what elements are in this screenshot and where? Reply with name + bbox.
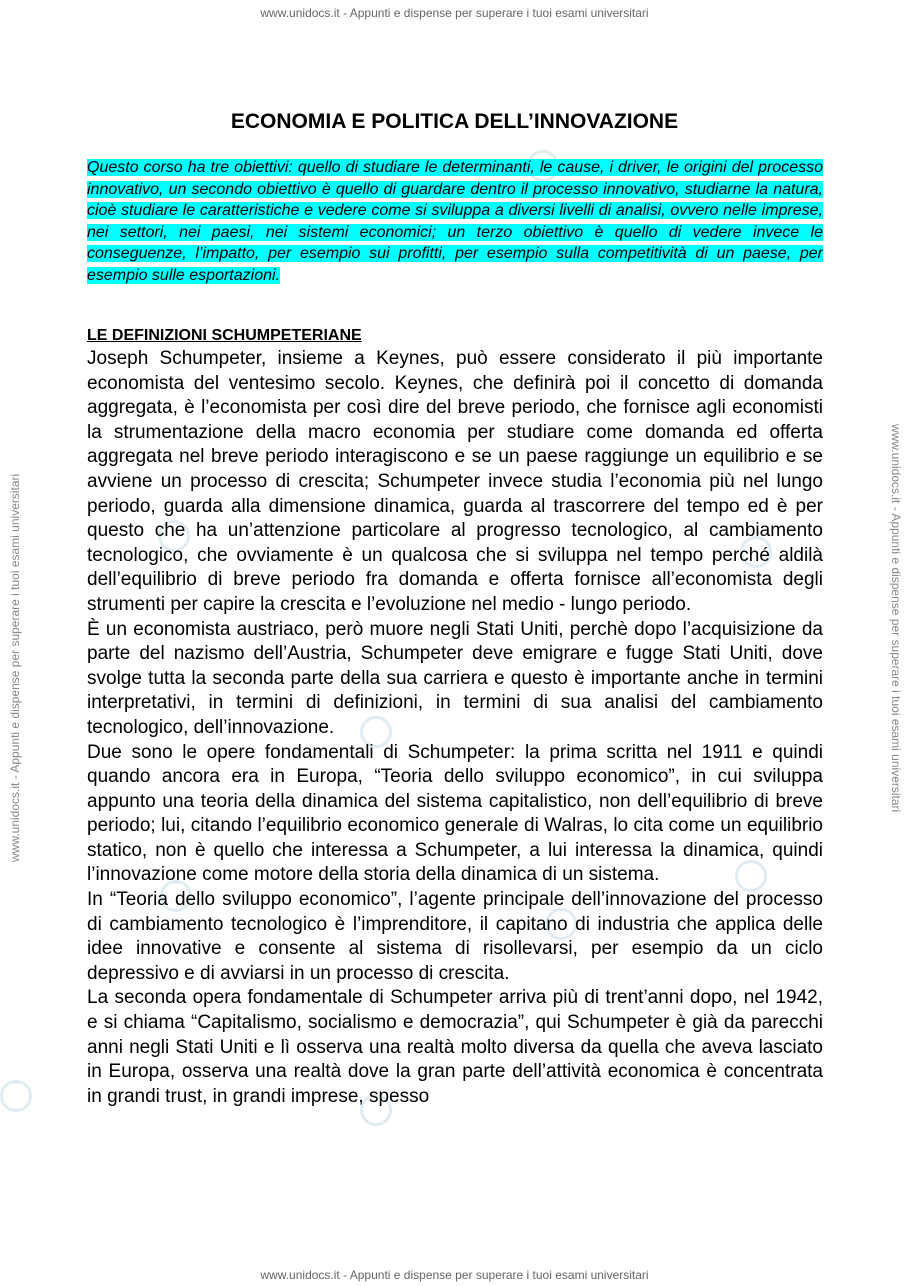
watermark-banner-bottom: www.unidocs.it - Appunti e dispense per superare i tuoi esami universitari [260,1268,649,1282]
body-text [87,347,823,1109]
body-paragraph: Joseph Schumpeter, insieme a Keynes, può essere considerato il più importante economista del ventesimo secolo. Keynes, che definirà poi il concetto di domanda aggregata, è l’economista per così dire del breve periodo, che fornisce agli economisti la strumentazione della macro economia per studiare come domanda ed offerta aggregata nel breve periodo interagiscono e se un paese raggiunge un equilibrio e se avviene un processo di crescita; Schumpeter invece studia l’economia più nel lungo periodo, guarda alla dimensione dinamica, guarda al trascorrere del tempo ed è per questo che ha un’attenzione particolare al progresso tecnologico, al cambiamento tecnologico, che ovviamente è un qualcosa che si sviluppa nel tempo perché aldilà dell’equilibrio di breve periodo fra domanda e offerta fornisce all’economista degli strumenti per capire la crescita e l’evoluzione nel medio - lungo periodo. [87,348,823,615]
watermark-side-right: www.unidocs.it - Appunti e dispense per superare i tuoi esami universitari [889,424,903,813]
watermark-logo-icon [0,1080,32,1112]
body-paragraph: La seconda opera fondamentale di Schumpeter arriva più di trent’anni dopo, nel 1942, e si chiama “Capitalismo, socialismo e democrazia”, qui Schumpeter è già da parecchi anni negli Stati Uniti e lì osserva una realtà molto diversa da quella che aveva lasciato in Europa, osserva una realtà dove la gran parte dell’attività economica è concentrata in grandi trust, in grandi imprese, spesso [87,987,823,1107]
intro-highlight: Questo corso ha tre obiettivi: quello di studiare le determinanti, le cause, i driver, le origini del processo innovativo, un secondo obiettivo è quello di guardare dentro il processo innovativo, studiarne la natura, cioè studiare le caratteristiche e vedere come si sviluppa a diversi livelli di analisi, ovvero nelle imprese, nei settori, nei paesi, nei sistemi economici; un terzo obiettivo è quello di vedere invece le conseguenze, l’impatto, per esempio sui profitti, per esempio sulla competitività di un paese, per esempio sulle esportazioni. [87,159,823,284]
watermark-banner-top: www.unidocs.it - Appunti e dispense per superare i tuoi esami universitari [260,6,649,20]
section-heading: LE DEFINIZIONI SCHUMPETERIANE [87,327,362,344]
intro-paragraph [87,157,823,286]
body-paragraph: In “Teoria dello sviluppo economico”, l’agente principale dell’innovazione del processo di cambiamento tecnologico è l’imprenditore, il capitano di industria che applica delle idee innovative e consente al sistema di risollevarsi, per esempio da un ciclo depressivo e di avviarsi in un processo di crescita. [87,889,823,984]
body-paragraph: È un economista austriaco, però muore negli Stati Uniti, perchè dopo l’acquisizione da parte del nazismo dell’Austria, Schumpeter deve emigrare e fugge Stati Uniti, dove svolge tutta la seconda parte della sua carriera e questo è importante anche in termini interpretativi, in termini di definizioni, in termini di sua analisi del cambiamento tecnologico, dell’innovazione. [87,618,823,738]
watermark-side-left: www.unidocs.it - Appunti e dispense per superare i tuoi esami universitari [8,473,22,862]
document-title: ECONOMIA E POLITICA DELL’INNOVAZIONE [230,110,679,133]
body-paragraph: Due sono le opere fondamentali di Schumpeter: la prima scritta nel 1911 e quindi quando ancora era in Europa, “Teoria dello sviluppo economico”, in cui sviluppa appunto una teoria della dinamica del sistema capitalistico, non dell’equilibrio di breve periodo; lui, citando l’equilibrio economico generale di Walras, lo cita come un equilibrio statico, non è quello che interessa a Schumpeter, a lui interessa la dinamica, quindi l’innovazione come motore della storia della dinamica di un sistema. [87,741,823,886]
